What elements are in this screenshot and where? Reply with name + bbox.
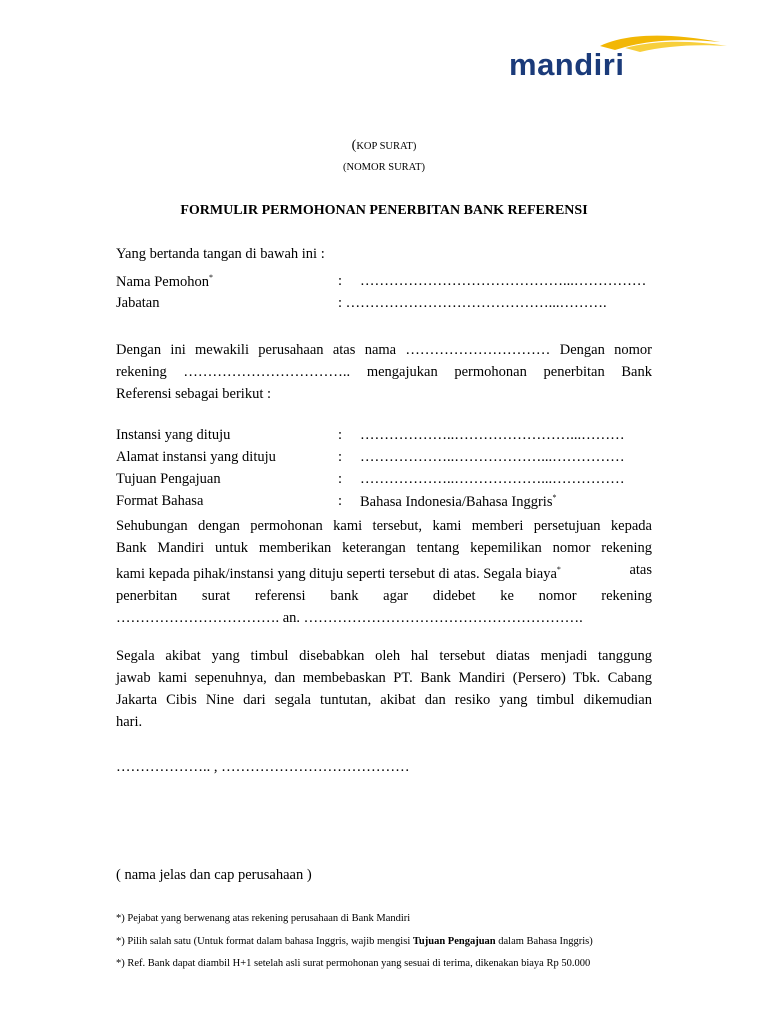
form-title: FORMULIR PERMOHONAN PENERBITAN BANK REFERENSI: [180, 203, 588, 218]
p1-line3: Referensi sebagai berikut :: [116, 386, 272, 402]
paragraph-liability: [116, 645, 652, 733]
detail-colon: :: [338, 427, 343, 443]
name-asterisk: *: [209, 273, 214, 282]
detail-colon: :: [338, 493, 343, 509]
detail-row: [116, 471, 656, 493]
p2-line3: kami kepada pihak/instansi yang dituju seperti tersebut di atas. Segala biaya* atas: [116, 562, 652, 582]
detail-row: [116, 427, 656, 449]
p3-line3: Jakarta Cibis Nine dari segala tuntutan, akibat dan resiko yang timbul dikemudian: [116, 692, 652, 708]
detail-label: Format Bahasa: [116, 493, 204, 509]
nomor-surat: (NOMOR SURAT): [343, 162, 425, 173]
paragraph-consent: [116, 515, 652, 629]
p3-line4: hari.: [116, 714, 143, 730]
footnote-1: *) Pejabat yang berwenang atas rekening perusahaan di Bank Mandiri: [116, 913, 411, 924]
name-colon: :: [338, 273, 343, 289]
mandiri-logo: [505, 30, 730, 90]
format-asterisk: *: [552, 493, 557, 502]
position-field[interactable]: : ……………………………………...……….: [338, 295, 607, 311]
detail-colon: :: [338, 449, 343, 465]
signature-label: ( nama jelas dan cap perusahaan ): [116, 867, 312, 883]
tujuan-field[interactable]: ………………..………………...……………: [360, 471, 625, 487]
instansi-field[interactable]: ………………..……………………...………: [360, 427, 625, 443]
p2-line5[interactable]: ……………………………. an. ………………………………………………….: [116, 609, 583, 626]
position-label: Jabatan: [116, 295, 160, 311]
detail-colon: :: [338, 471, 343, 487]
p2-line2: Bank Mandiri untuk memberikan keterangan tentang kepemilikan nomor rekening: [116, 540, 652, 556]
p2-line1: Sehubungan dengan permohonan kami tersebut, kami memberi persetujuan kepada: [116, 518, 652, 534]
name-field[interactable]: ……………………………………...……………: [360, 273, 647, 289]
intro-text: Yang bertanda tangan di bawah ini :: [116, 246, 325, 262]
detail-row: [116, 449, 656, 471]
detail-row: [116, 493, 656, 515]
p3-line1: Segala akibat yang timbul disebabkan oleh hal tersebut diatas menjadi tanggung: [116, 648, 652, 664]
p3-line2: jawab kami sepenuhnya, dan membebaskan PT. Bank Mandiri (Persero) Tbk. Cabang: [116, 670, 652, 686]
name-label: Nama Pemohon: [116, 273, 210, 290]
footnote-3: *) Ref. Bank dapat diambil H+1 setelah asli surat permohonan yang sesuai di terima, dikenakan biaya Rp 50.000: [116, 958, 591, 969]
place-date-field[interactable]: ……………….. , …………………………………: [116, 759, 410, 775]
detail-label: Alamat instansi yang dituju: [116, 449, 276, 465]
footnote-2-bold: Tujuan Pengajuan: [412, 936, 496, 947]
p2-line4: penerbitan surat referensi bank agar didebet ke nomor rekening: [116, 587, 652, 604]
format-bahasa-field[interactable]: Bahasa Indonesia/Bahasa Inggris*: [360, 493, 557, 510]
logo-text: mandiri: [509, 47, 625, 82]
name-row: [116, 273, 656, 295]
kop-surat: (KOP SURAT): [351, 138, 417, 153]
p1-line2: rekening …………………………….. mengajukan permohonan penerbitan Bank: [116, 364, 652, 380]
detail-label: Tujuan Pengajuan: [116, 471, 221, 487]
alamat-field[interactable]: ………………..………………...……………: [360, 449, 625, 465]
paragraph-company: [116, 339, 652, 405]
position-row: [116, 295, 656, 317]
p1-line1: Dengan ini mewakili perusahaan atas nama ………………………… Dengan nomor: [116, 342, 652, 358]
detail-label: Instansi yang dituju: [116, 427, 231, 443]
footnote-2: *) Pilih salah satu (Untuk format dalam bahasa Inggris, wajib mengisi Tujuan Pengajuan dalam Bahasa Inggris): [116, 936, 593, 947]
